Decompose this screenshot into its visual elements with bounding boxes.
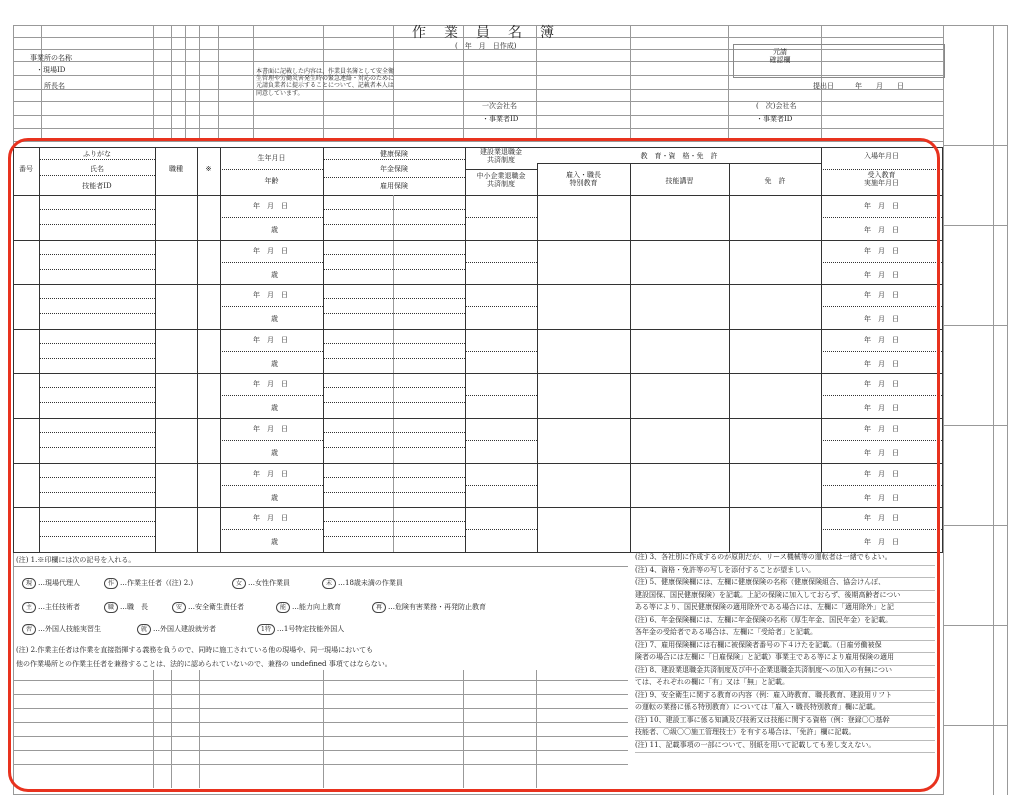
col-hire-edu: 雇入・職長 特別教育 (566, 171, 601, 188)
legend-text: …女性作業員 (248, 579, 291, 587)
legend-text: …18歳未満の作業員 (338, 579, 403, 587)
prime-confirm-box (733, 44, 945, 78)
age-cell: 歳 (271, 270, 278, 279)
entry-date-cell: 年 月 日 (864, 246, 899, 255)
legend-symbol: 作 (104, 578, 118, 589)
accept-edu-date-cell: 年 月 日 (864, 359, 899, 368)
col-education: 教 育・資 格・免 許 (640, 152, 718, 160)
consent-text: 本書面に記載した内容は、作業員名簿として安全衛生管理や労働災害発生時の緊急連絡・対応のために元請負業者に提示することについて、記載者本人は同意しています。 (256, 68, 395, 97)
legend-text: …外国人建設就労者 (153, 625, 217, 633)
accept-edu-date-cell: 年 月 日 (864, 270, 899, 279)
age-cell: 歳 (271, 538, 278, 547)
legend-text: …外国人技能実習生 (38, 625, 102, 633)
note-line: (注) 4、資格・免許等の写しを添付することが望ましい。 (635, 566, 935, 579)
note-line: (注) 6、年金保険欄には、左欄に年金保険の名称（厚生年金、国民年金）を記載。 (635, 616, 935, 629)
sub-company-id-label: ・事業者ID (756, 115, 793, 123)
age-cell: 歳 (271, 449, 278, 457)
legend-symbol: 就 (137, 624, 151, 635)
col-furigana: ふりがな (83, 150, 111, 158)
legend-text: …危険有害業務・再発防止教育 (388, 603, 487, 611)
legend-text: …現場代理人 (38, 579, 81, 587)
first-company-label: 一次会社名 (482, 102, 517, 110)
entry-date-cell: 年 月 日 (864, 425, 899, 433)
col-skill-course: 技能講習 (665, 177, 694, 185)
birth-date-cell: 年 月 日 (253, 335, 288, 344)
legend-symbol: 再 (372, 602, 386, 613)
note-line: 各年金の受給者である場合は、左欄に「受給者」と記載。 (635, 628, 935, 641)
col-kentai: 建設業退職金 共済制度 (480, 148, 522, 165)
col-name: 氏名 (90, 165, 104, 173)
col-chutai: 中小企業退職金 共済制度 (476, 172, 526, 189)
note-line: (注) 5、健康保険欄には、左欄に健康保険の名称（健康保険組合、協会けんぽ、 (635, 578, 935, 591)
accept-edu-date-cell: 年 月 日 (864, 404, 899, 413)
col-mark: ※ (205, 165, 212, 173)
note-line: ては、それぞれの欄に「有」又は「無」と記載。 (635, 678, 935, 691)
col-age: 年齢 (264, 177, 279, 185)
birth-date-cell: 年 月 日 (253, 246, 288, 255)
legend-text: …職 長 (120, 603, 149, 611)
accept-edu-date-cell: 年 月 日 (864, 493, 899, 502)
entry-date-cell: 年 月 日 (864, 380, 899, 389)
legend-text: …安全衛生責任者 (188, 603, 245, 611)
note-line: (注) 9、安全衛生に関する教育の内容（例：雇入時教育、職長教育、建設用リフト (635, 691, 935, 704)
birth-date-cell: 年 月 日 (253, 380, 288, 389)
note-1: (注) 1.※印欄には次の記号を入れる。 (16, 556, 136, 564)
first-company-id-label: ・事業者ID (482, 115, 519, 123)
note-2b: 他の作業場所との作業主任者を兼務することは、法的に認められていないので、兼務の undefined 事項てはならない。 (16, 660, 392, 668)
age-cell: 歳 (271, 404, 278, 413)
note-line: ある等により、国民健康保険の適用除外である場合には、左欄に「適用除外」と記 (635, 603, 935, 616)
accept-edu-date-cell: 年 月 日 (864, 449, 899, 457)
legend-symbol: 主 (22, 602, 36, 613)
sub-company-label: ( 次)会社名 (756, 102, 797, 110)
note-line: 技能者、〇級〇〇施工管理技士）を有する場合は、「免許」欄に記載。 (635, 728, 935, 741)
entry-date-cell: 年 月 日 (864, 291, 899, 300)
legend-symbol: 未 (322, 578, 336, 589)
office-name-label: 事業所の名称 (30, 54, 72, 62)
birth-date-cell: 年 月 日 (253, 291, 288, 300)
legend-symbol: 女 (232, 578, 246, 589)
col-pension: 年金保険 (380, 165, 408, 173)
note-line: の運転の業務に係る特別教育）については「雇入・職長特別教育」欄に記載。 (635, 703, 935, 716)
col-birth: 生年月日 (257, 154, 286, 162)
entry-date-cell: 年 月 日 (864, 335, 899, 344)
highlight-frame (8, 138, 940, 792)
legend-text: …主任技術者 (38, 603, 81, 611)
legend-symbol: 職 (104, 602, 118, 613)
legend-symbol: 習 (22, 624, 36, 635)
col-number: 番号 (19, 165, 33, 173)
note-line: 建設国保、国民健康保険）を記載。上記の保険に加入しておらず、後期高齢者につい (635, 591, 935, 604)
col-employ-ins: 雇用保険 (380, 182, 408, 190)
col-tech-id: 技能者ID (82, 182, 112, 190)
accept-edu-date-cell: 年 月 日 (864, 538, 899, 547)
legend-text: …作業主任者（(注) 2.) (120, 579, 194, 587)
birth-date-cell: 年 月 日 (253, 425, 288, 433)
entry-date-cell: 年 月 日 (864, 469, 899, 478)
age-cell: 歳 (271, 315, 278, 324)
age-cell: 歳 (271, 493, 278, 502)
col-job: 職種 (169, 165, 183, 173)
col-accept-edu: 受入教育 実施年月日 (864, 171, 899, 188)
legend-text: …能力向上教育 (292, 603, 342, 611)
legend-symbol: 安 (172, 602, 186, 613)
note-line: (注) 11、記載事項の一部について、別紙を用いて記載しても差し支えない。 (635, 741, 935, 754)
note-line: (注) 10、建設工事に係る知識及び技術又は技能に関する資格（例：登録〇〇基幹 (635, 716, 935, 729)
birth-date-cell: 年 月 日 (253, 514, 288, 523)
page-title: 作 業 員 名 簿 (412, 25, 556, 41)
birth-date-cell: 年 月 日 (253, 202, 288, 210)
birth-date-cell: 年 月 日 (253, 469, 288, 478)
note-line: (注) 3、各社別に作成するのが原則だが、リース機械等の運転者は一緒でもよい。 (635, 553, 935, 566)
legend-symbol: 能 (276, 602, 290, 613)
note-line: (注) 7、雇用保険欄には右欄に被保険者番号の下４けたを記載。（日雇労働被保 (635, 641, 935, 654)
accept-edu-date-cell: 年 月 日 (864, 315, 899, 324)
manager-label: 所長名 (44, 82, 65, 90)
created-date: ( 年 月 日作成) (455, 42, 517, 50)
site-id-label: ・現場ID (36, 66, 66, 74)
legend-symbol: 1特 (257, 624, 275, 635)
prime-confirm-label: 元請 確認欄 (769, 48, 791, 65)
age-cell: 歳 (271, 226, 278, 234)
note-2a: (注) 2.作業主任者は作業を直接指揮する義務を負うので、同時に施工されている他の現場や、同一現場においても (16, 646, 374, 654)
accept-edu-date-cell: 年 月 日 (864, 226, 899, 234)
note-line: (注) 8、建設業退職金共済制度及び中小企業退職金共済制度への加入の有無につい (635, 666, 935, 679)
submit-date: 提出日 年 月 日 (813, 82, 904, 90)
col-entry-date: 入場年月日 (864, 152, 899, 160)
entry-date-cell: 年 月 日 (864, 514, 899, 523)
right-margin-lines (943, 25, 1008, 795)
col-health-ins: 健康保険 (380, 150, 408, 158)
col-license: 免 許 (764, 177, 786, 185)
note-line: 険者の場合には左欄に「日雇保険」と記載）事業主である等により雇用保険の適用 (635, 653, 935, 666)
legend-symbol: 現 (22, 578, 36, 589)
legend-text: …1号特定技能外国人 (276, 625, 345, 633)
age-cell: 歳 (271, 359, 278, 368)
entry-date-cell: 年 月 日 (864, 202, 899, 210)
